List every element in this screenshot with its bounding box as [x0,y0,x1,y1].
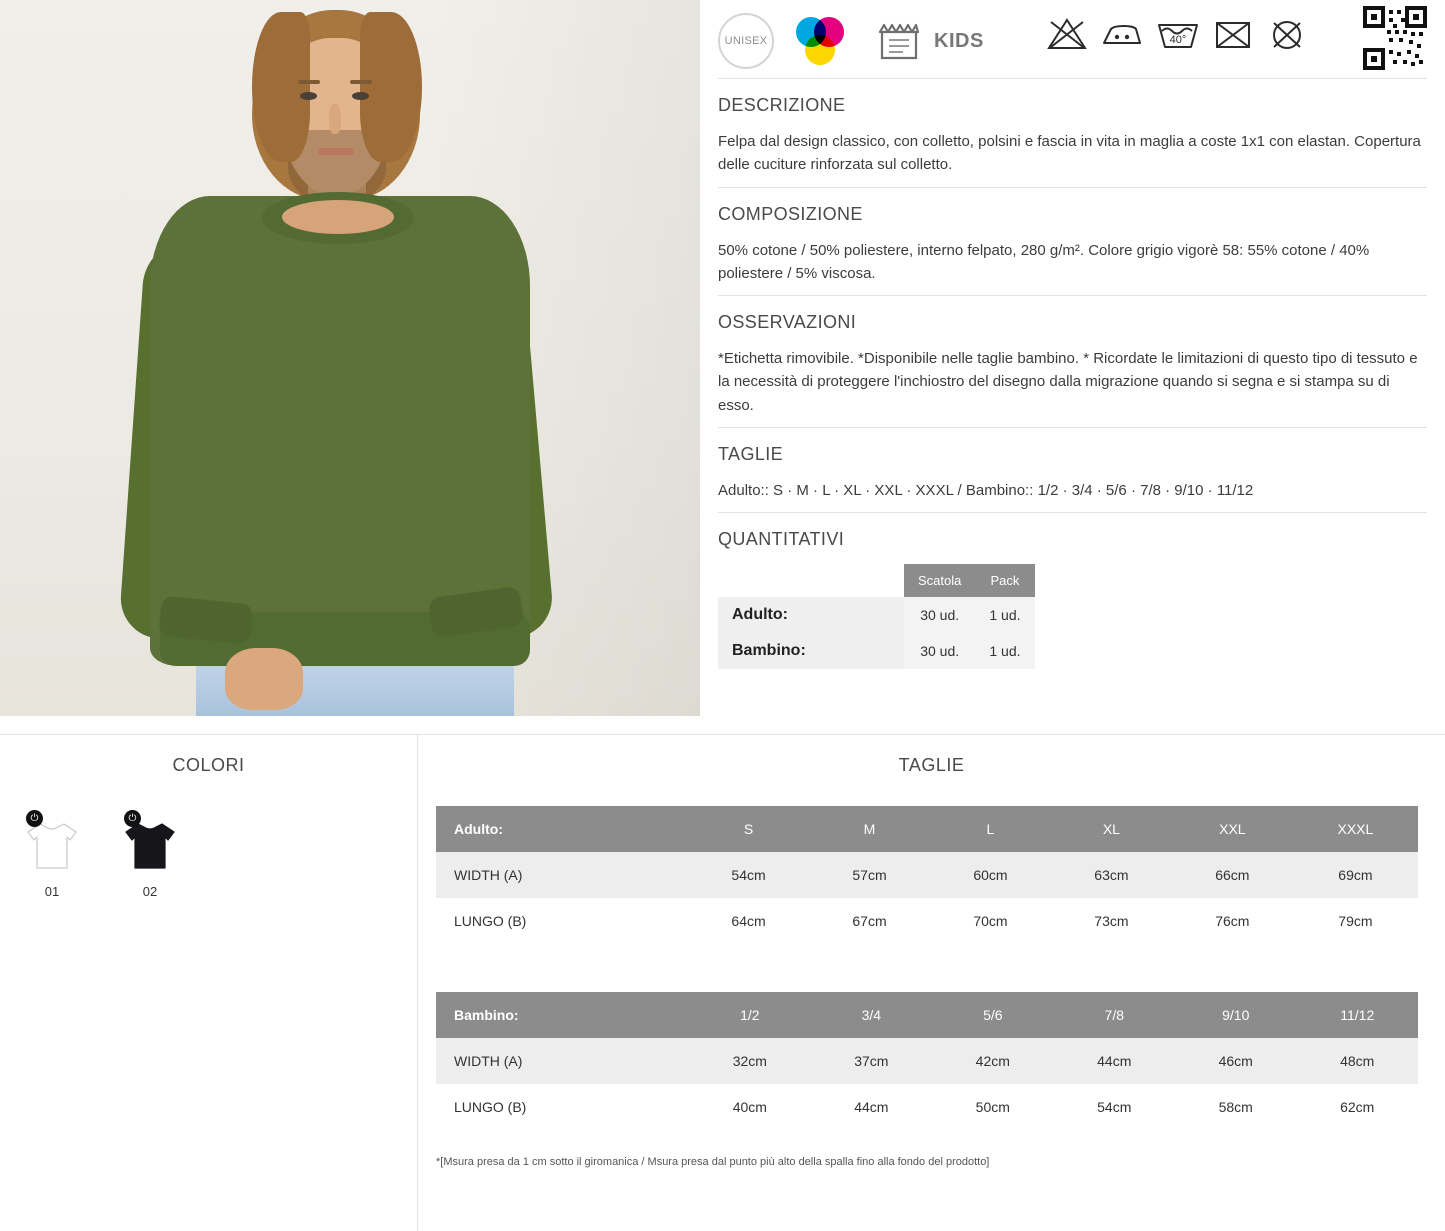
table-header-row [718,564,1035,597]
row-label-adulto: Adulto: [718,597,904,633]
cell-width-l: 60cm [930,852,1051,898]
section-quantitativi [718,512,1427,679]
descrizione-text: Felpa dal design classico, con colletto, polsini e fascia in vita in maglia a coste 1x1 con elastan. Copertura delle cuciture rinforzata sul colletto. [718,133,1421,174]
table-row [436,898,1418,944]
sweatshirt-collar-inner [282,200,394,234]
print-badge-icon: ⏻ [26,810,43,827]
bambino-scatola: 30 ud. [904,633,975,669]
table-row [436,1084,1418,1130]
kids-icon [876,18,922,64]
color-code: 01 [44,884,60,899]
cell-width-m: 57cm [809,852,930,898]
descrizione-title: DESCRIZIONE [718,95,846,115]
taglie-panel-title: TAGLIE [898,755,965,775]
section-descrizione [718,78,1427,187]
model-nose [329,104,341,134]
table-header-row [436,992,1418,1038]
model-eyebrow-left [298,80,320,84]
model-hand [225,648,303,710]
iron-icon [1099,14,1145,54]
row-label-width: WIDTH (A) [436,1038,689,1084]
print-badge-icon: ⏻ [124,810,141,827]
cell-lungo-5-6: 50cm [975,1099,1010,1115]
size-table-bambino [436,992,1418,1130]
quantitativi-table [718,564,1035,669]
composizione-text: 50% cotone / 50% poliestere, interno felpato, 280 g/m². Colore grigio vigorè 58: 55% cotone / 40% poliestere / 5% viscosa. [718,241,1370,282]
header-size-xxl: XXL [1172,806,1293,852]
cell-lungo-m: 67cm [852,913,887,929]
color-swatch-list [0,776,417,899]
unisex-label: UNISEX [724,35,768,47]
section-taglie [718,427,1427,512]
taglie-panel [418,735,1445,1231]
model-eye-right [352,92,369,100]
cell-width-3-4: 37cm [811,1038,932,1084]
header-size-m: M [809,806,930,852]
product-photo [0,0,700,716]
row-label-bambino: Bambino: [718,633,904,669]
kids-label: KIDS [934,29,984,52]
unisex-icon [718,13,774,69]
table-row [718,597,1035,633]
model-mouth [318,148,354,155]
shirt-thumbnail-white [20,818,84,876]
wash-40-icon [1155,14,1201,54]
cell-lungo-3-4: 44cm [854,1099,889,1115]
shirt-thumbnail-black [118,818,182,876]
cell-width-5-6: 42cm [932,1038,1053,1084]
cell-width-xl: 63cm [1051,852,1172,898]
cell-lungo-xl: 73cm [1094,913,1129,929]
table-row [436,1038,1418,1084]
table-row [436,852,1418,898]
cell-lungo-11-12: 62cm [1340,1099,1375,1115]
header-size-xl: XL [1051,806,1172,852]
cell-lungo-1-2: 40cm [732,1099,767,1115]
svg-text:40°: 40° [1169,34,1187,46]
kids-icon-group [876,18,984,64]
model-eye-left [300,92,317,100]
header-adulto: Adulto: [436,806,688,852]
cell-lungo-s: 64cm [731,913,766,929]
row-label-lungo: LUNGO (B) [454,913,527,929]
cell-width-xxxl: 69cm [1293,852,1418,898]
colori-title: COLORI [172,755,245,775]
color-swatch-02[interactable] [118,813,182,899]
row-label-width: WIDTH (A) [436,852,688,898]
composizione-title: COMPOSIZIONE [718,203,863,224]
model-hair-right [360,12,422,162]
cell-width-s: 54cm [688,852,809,898]
adulto-scatola: 30 ud. [904,597,975,633]
header-size-5-6: 5/6 [932,992,1053,1038]
header-size-9-10: 9/10 [1175,992,1296,1038]
cell-lungo-xxxl: 79cm [1338,913,1373,929]
cell-width-1-2: 32cm [689,1038,810,1084]
product-info [700,0,1445,734]
cell-width-9-10: 46cm [1175,1038,1296,1084]
cell-width-11-12: 48cm [1296,1038,1418,1084]
model-eyebrow-right [350,80,372,84]
no-dry-clean-icon [1265,14,1309,54]
taglie-title: TAGLIE [718,443,784,464]
care-symbols [1045,14,1309,54]
cell-lungo-xxl: 76cm [1215,913,1250,929]
spacer-cell [718,564,904,597]
row-label-lungo: LUNGO (B) [454,1099,527,1115]
section-osservazioni [718,295,1427,427]
section-composizione [718,187,1427,296]
cell-lungo-7-8: 54cm [1097,1099,1132,1115]
header-size-s: S [688,806,809,852]
adulto-pack: 1 ud. [975,597,1034,633]
measurement-note: *[Msura presa da 1 cm sotto il giromanica / Msura presa dal punto più alto della spalla fino alla fondo del prodotto] [436,1156,990,1168]
osservazioni-title: OSSERVAZIONI [718,312,857,332]
cell-width-xxl: 66cm [1172,852,1293,898]
color-code: 02 [142,884,158,899]
quantitativi-title: QUANTITATIVI [718,529,845,549]
bottom-section [0,734,1445,1231]
no-tumble-dry-icon [1211,14,1255,54]
header-size-3-4: 3/4 [811,992,932,1038]
cell-width-7-8: 44cm [1054,1038,1175,1084]
table-row [718,633,1035,669]
icon-bar [718,0,1427,78]
bambino-pack: 1 ud. [975,633,1034,669]
osservazioni-text: *Etichetta rimovibile. *Disponibile nelle taglie bambino. * Ricordate le limitazioni di questo tipo di tessuto e la necessità di proteggere l'inchiostro del disegno dalla migrazione quando si segna e si stampa su di esso. [718,350,1418,414]
size-table-adulto [436,806,1418,944]
header-size-xxxl: XXXL [1293,806,1418,852]
no-bleach-icon [1045,14,1089,54]
header-size-l: L [930,806,1051,852]
cmyk-print-icon [796,14,850,68]
header-pack: Pack [975,564,1034,597]
color-swatch-01[interactable] [20,813,84,899]
qr-code[interactable] [1363,6,1427,70]
header-size-7-8: 7/8 [1054,992,1175,1038]
header-size-11-12: 11/12 [1296,992,1418,1038]
cell-lungo-9-10: 58cm [1218,1099,1253,1115]
header-size-1-2: 1/2 [689,992,810,1038]
header-bambino: Bambino: [436,992,689,1038]
header-scatola: Scatola [904,564,975,597]
model-hair-left [252,12,310,162]
colori-panel [0,735,418,1231]
taglie-text: Adulto:: S · M · L · XL · XXL · XXXL / Bambino:: 1/2 · 3/4 · 5/6 · 7/8 · 9/10 · 11/12 [718,481,1254,499]
cell-lungo-l: 70cm [973,913,1008,929]
table-header-row [436,806,1418,852]
